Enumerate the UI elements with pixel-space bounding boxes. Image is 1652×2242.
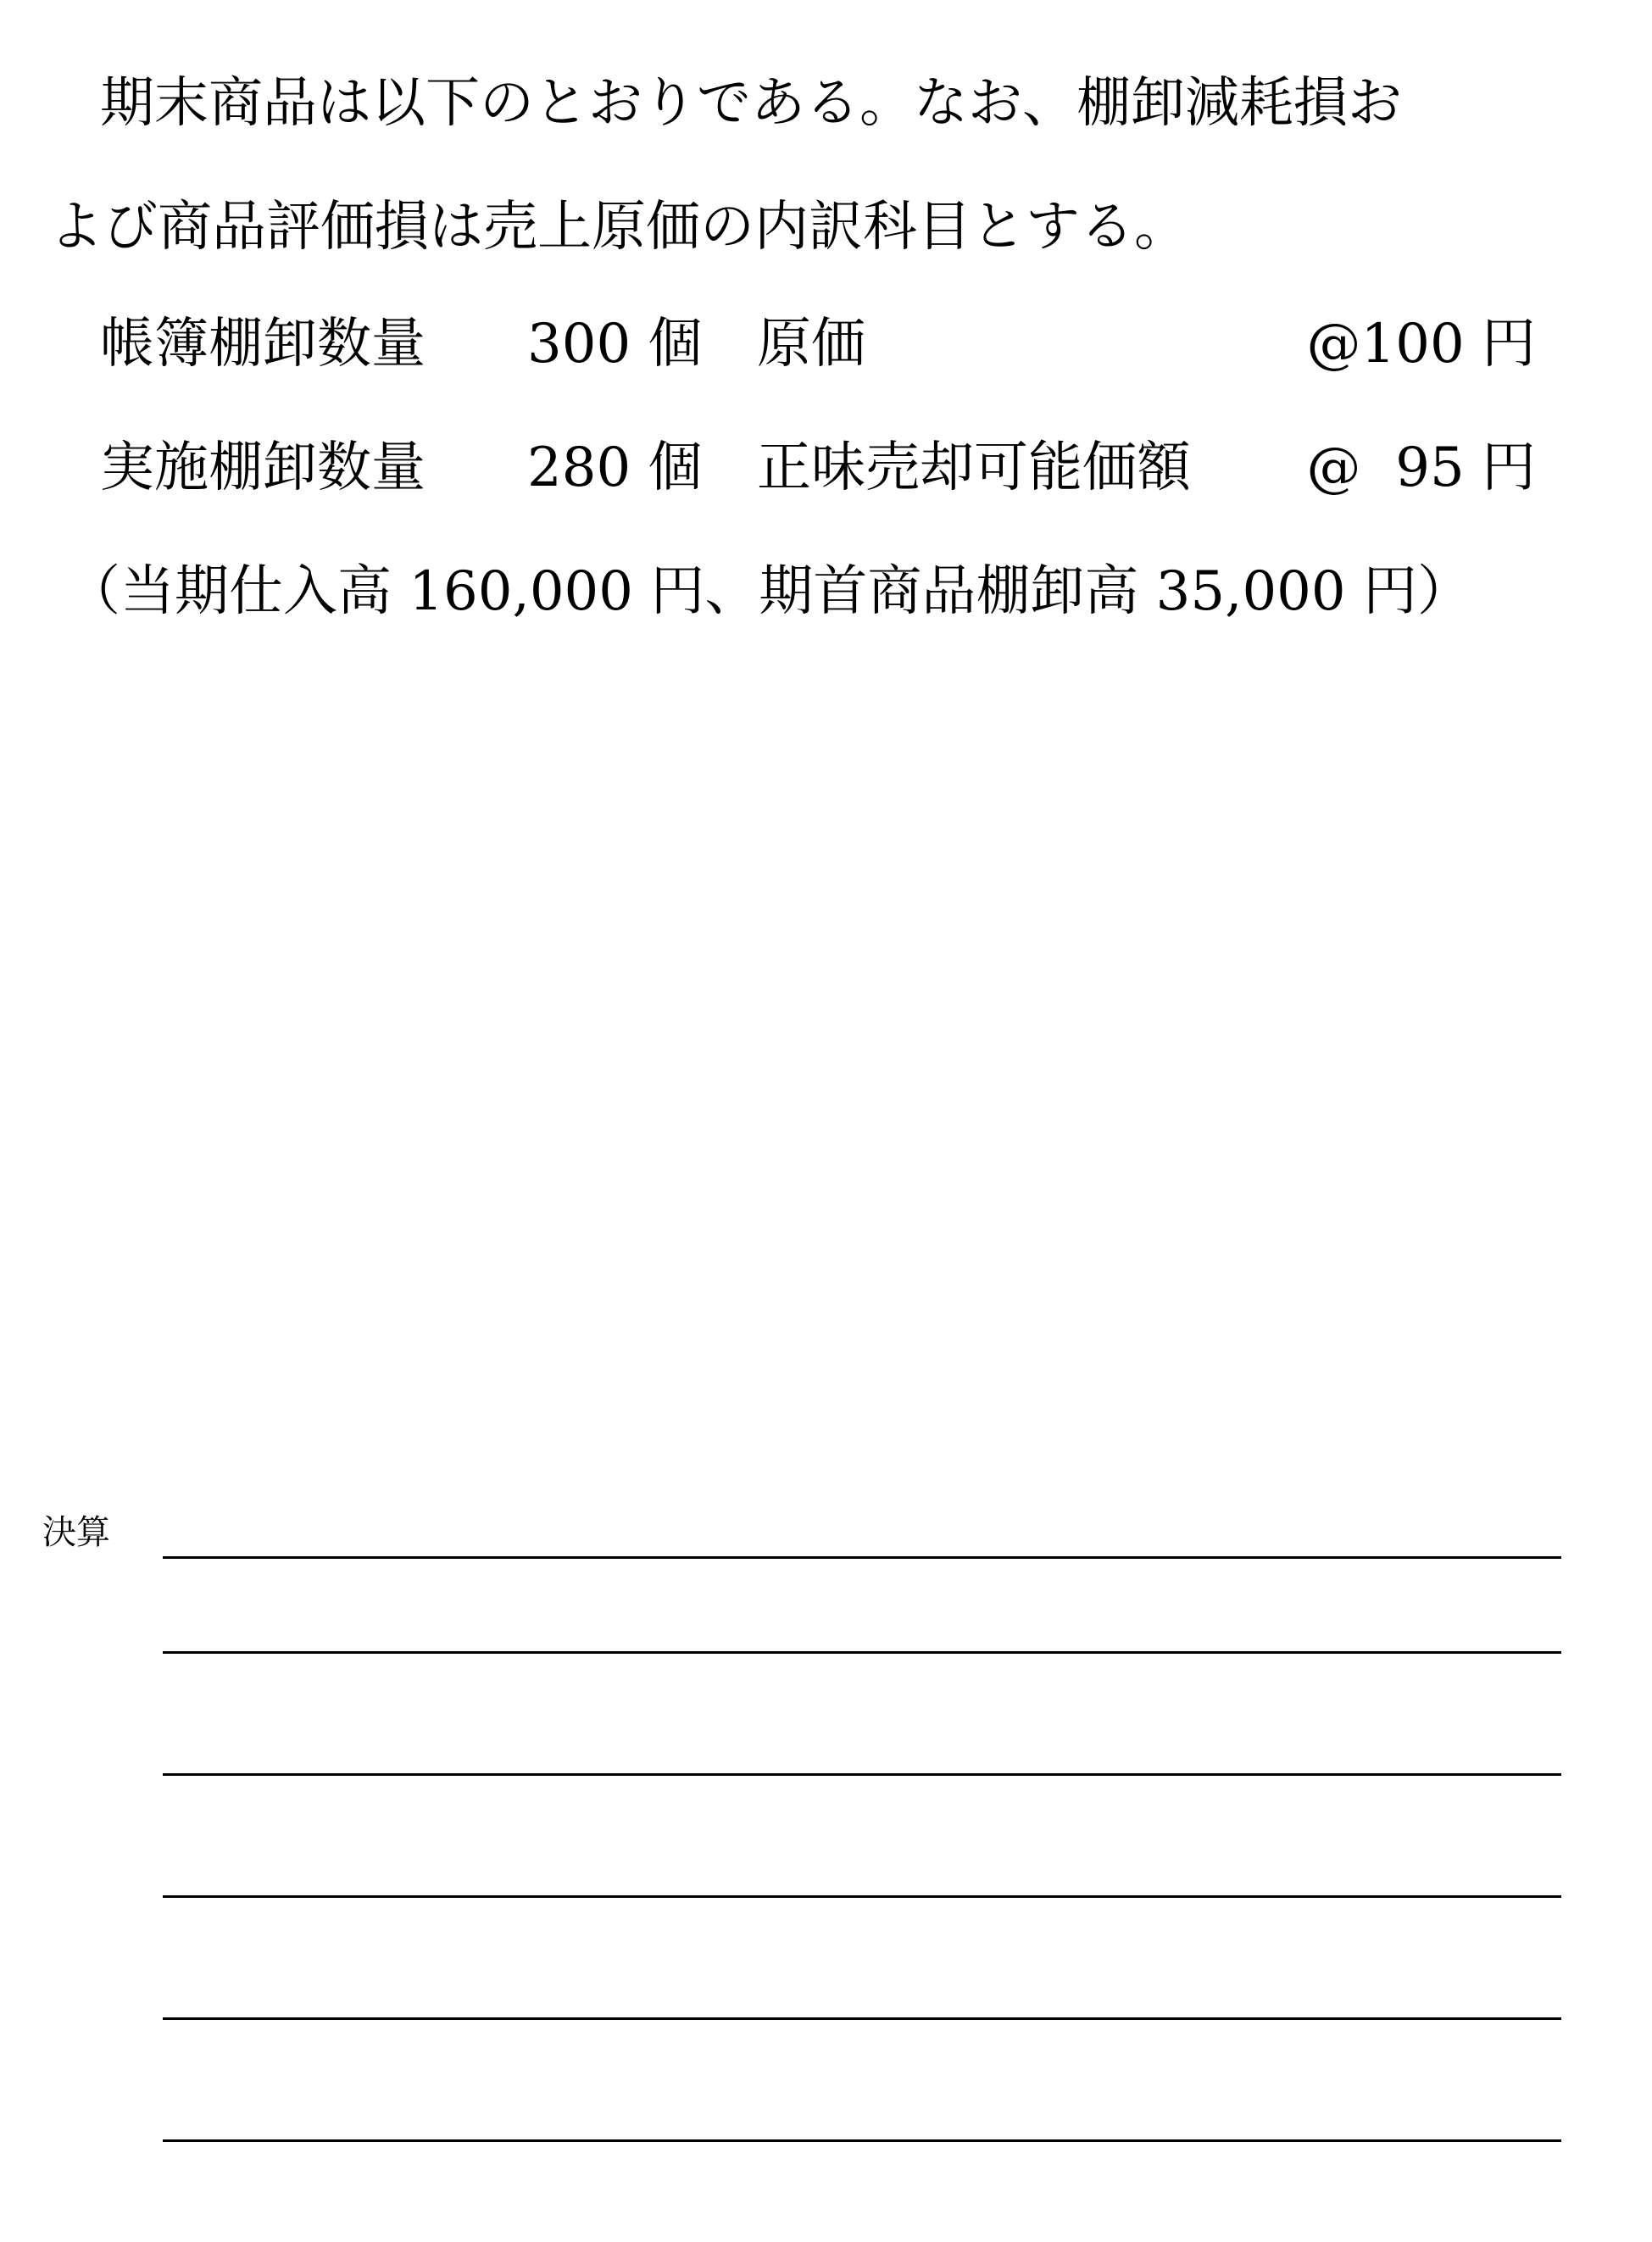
answer-line[interactable] — [163, 1895, 1561, 1898]
answer-line[interactable] — [163, 1556, 1561, 1559]
row-label: 実施棚卸数量 — [100, 437, 426, 499]
problem-text-line-1: 期末商品は以下のとおりである。なお、棚卸減耗損お — [100, 72, 1402, 135]
answer-line[interactable] — [163, 1651, 1561, 1654]
row-quantity: 280 個 — [527, 437, 703, 499]
answer-line[interactable] — [163, 2017, 1561, 2020]
row-label: 帳簿棚卸数量 — [100, 313, 426, 376]
row-item: 正味売却可能価額 — [757, 437, 1191, 499]
answer-line[interactable] — [163, 2139, 1561, 2142]
purchase-note: （当期仕入高 160,000 円、期首商品棚卸高 35,000 円） — [66, 560, 1471, 623]
row-item: 原価 — [757, 313, 865, 376]
answer-label: 決算 — [42, 1513, 110, 1552]
row-price: @100 円 — [1306, 313, 1536, 376]
row-price: @ 95 円 — [1306, 437, 1536, 499]
problem-text-line-2: よび商品評価損は売上原価の内訳科目とする。 — [49, 196, 1188, 259]
row-quantity: 300 個 — [527, 313, 703, 376]
answer-line[interactable] — [163, 1773, 1561, 1776]
